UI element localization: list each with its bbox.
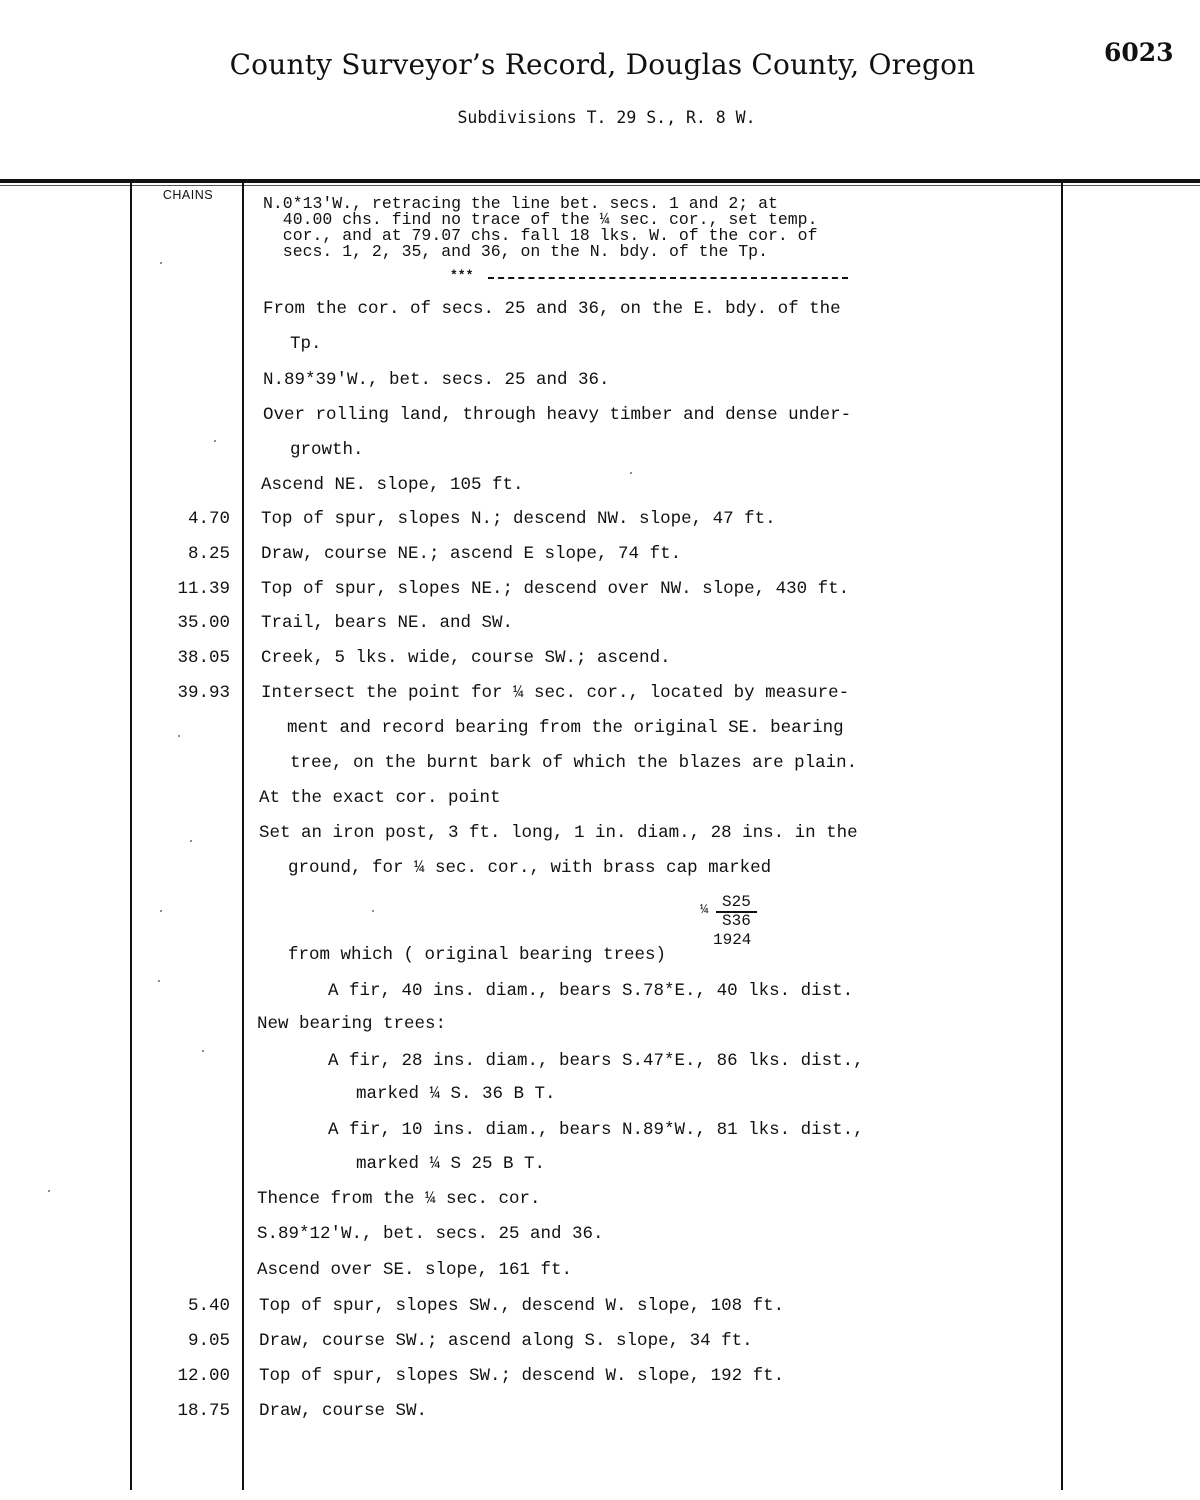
entry-text: Trail, bears NE. and SW.	[261, 613, 514, 633]
entry-text: Over rolling land, through heavy timber and dense under-	[263, 405, 852, 425]
cap-denominator: S36	[722, 912, 751, 930]
right-column-line	[1061, 183, 1063, 1490]
entry-text: S.89*12'W., bet. secs. 25 and 36.	[257, 1224, 604, 1244]
top-rule	[0, 179, 1200, 183]
entry-text: At the exact cor. point	[259, 788, 501, 808]
scan-speck	[158, 980, 160, 982]
opening-marks: ***	[450, 268, 474, 283]
scan-speck	[160, 910, 162, 912]
chains-column-header: CHAINS	[162, 188, 214, 202]
chain-value: 5.40	[187, 1296, 230, 1316]
page-subtitle: Subdivisions T. 29 S., R. 8 W.	[457, 108, 756, 127]
entry-text: Draw, course SW.; ascend along S. slope, 34 ft.	[259, 1331, 753, 1351]
page-title: County Surveyor’s Record, Douglas County, Oregon	[229, 48, 976, 81]
entry-text: Draw, course SW.	[259, 1401, 428, 1421]
left-column-line	[130, 183, 132, 1490]
entry-text: Top of spur, slopes N.; descend NW. slope, 47 ft.	[261, 509, 776, 529]
entry-text: Top of spur, slopes NE.; descend over NW. slope, 430 ft.	[261, 579, 850, 599]
opening-underline	[488, 277, 848, 279]
entry-text: A fir, 40 ins. diam., bears S.78*E., 40 lks. dist.	[328, 981, 854, 1001]
entry-text: Top of spur, slopes SW.; descend W. slope, 192 ft.	[259, 1366, 785, 1386]
entry-text: Top of spur, slopes SW., descend W. slope, 108 ft.	[259, 1296, 785, 1316]
entry-text: N.89*39'W., bet. secs. 25 and 36.	[263, 370, 610, 390]
entry-text: Ascend NE. slope, 105 ft.	[261, 475, 524, 495]
entry-text: Intersect the point for ¼ sec. cor., located by measure-	[261, 683, 850, 703]
chains-column-divider	[242, 183, 244, 1490]
entry-text: ground, for ¼ sec. cor., with brass cap marked	[288, 858, 772, 878]
entry-text: Set an iron post, 3 ft. long, 1 in. diam., 28 ins. in the	[259, 823, 858, 843]
scan-speck	[372, 910, 374, 912]
page-number: 6023	[1104, 38, 1174, 67]
scan-speck	[48, 1190, 50, 1192]
entry-text: marked ¼ S 25 B T.	[356, 1154, 546, 1174]
opening-note: N.0*13'W., retracing the line bet. secs. 1 and 2; at 40.00 chs. find no trace of the ¼ sec. cor., set temp. cor., and at 79.07 chs. fall 18 lks. W. of the cor. of secs. 1, 2, 35, and 36, on the N. bdy. of the Tp.	[263, 194, 818, 261]
cap-year: 1924	[713, 931, 752, 949]
entry-text: A fir, 28 ins. diam., bears S.47*E., 86 lks. dist.,	[328, 1051, 864, 1071]
entry-text: growth.	[290, 440, 364, 460]
entry-text: Ascend over SE. slope, 161 ft.	[257, 1260, 573, 1280]
entry-text: marked ¼ S. 36 B T.	[356, 1084, 556, 1104]
entry-text: A fir, 10 ins. diam., bears N.89*W., 81 lks. dist.,	[328, 1120, 864, 1140]
chain-value: 8.25	[187, 544, 230, 564]
scan-speck	[160, 262, 162, 264]
entry-text: Creek, 5 lks. wide, course SW.; ascend.	[261, 648, 671, 668]
scan-speck	[202, 1050, 204, 1052]
chain-value: 9.05	[187, 1331, 230, 1351]
scan-speck	[178, 735, 180, 737]
chain-value: 35.00	[177, 613, 230, 633]
chain-value: 39.93	[177, 683, 230, 703]
entry-text: ment and record bearing from the original SE. bearing	[287, 718, 844, 738]
chain-value: 12.00	[177, 1366, 230, 1386]
entry-text: tree, on the burnt bark of which the blazes are plain.	[290, 753, 858, 773]
entry-text: Tp.	[290, 334, 322, 354]
entry-text: Thence from the ¼ sec. cor.	[257, 1189, 541, 1209]
cap-fraction-prefix: ¼	[700, 902, 709, 918]
scan-speck	[190, 840, 192, 842]
chain-value: 4.70	[187, 509, 230, 529]
top-rule-thin	[0, 185, 1200, 186]
entry-text: Draw, course NE.; ascend E slope, 74 ft.	[261, 544, 682, 564]
scan-speck	[214, 440, 216, 442]
scan-speck	[630, 472, 632, 474]
chain-value: 11.39	[177, 579, 230, 599]
chain-value: 18.75	[177, 1401, 230, 1421]
chain-value: 38.05	[177, 648, 230, 668]
entry-text: From the cor. of secs. 25 and 36, on the E. bdy. of the	[263, 299, 841, 319]
entry-text: from which ( original bearing trees)	[288, 945, 667, 965]
cap-numerator: S25	[716, 894, 757, 913]
entry-text: New bearing trees:	[257, 1014, 447, 1034]
cap-marking-fraction	[716, 894, 757, 930]
